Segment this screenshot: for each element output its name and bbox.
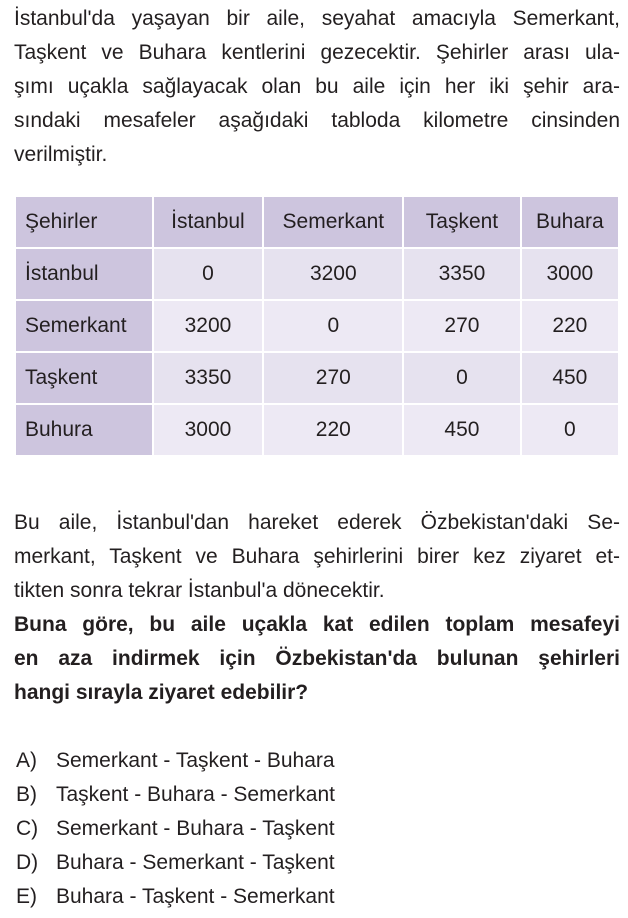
option-e[interactable] [16, 882, 335, 912]
table-row [16, 249, 618, 299]
table-row [16, 405, 618, 455]
distance-cell: 0 [264, 301, 402, 351]
distance-cell: 3350 [154, 353, 263, 403]
distance-cell: 0 [154, 249, 263, 299]
distance-cell: 220 [264, 405, 402, 455]
question-line: hangi sırayla ziyaret edebilir? [14, 681, 309, 704]
context-paragraph [14, 506, 620, 608]
option-text: Buhara - Taşkent - Semerkant [56, 885, 335, 908]
row-city-cell: İstanbul [16, 249, 152, 299]
question-stem [14, 608, 620, 710]
distance-cell: 3200 [264, 249, 402, 299]
distance-cell: 270 [404, 301, 519, 351]
header-cell: İstanbul [154, 197, 263, 247]
row-city-cell: Taşkent [16, 353, 152, 403]
context-line: tikten sonra tekrar İstanbul'a dönecektir. [14, 579, 385, 602]
distance-cell: 0 [522, 405, 618, 455]
option-a[interactable] [16, 746, 335, 776]
option-letter: A) [16, 749, 37, 772]
distance-cell: 0 [404, 353, 519, 403]
option-letter: B) [16, 783, 37, 806]
distance-cell: 450 [404, 405, 519, 455]
distance-cell: 3200 [154, 301, 263, 351]
distance-cell: 270 [264, 353, 402, 403]
option-letter: E) [16, 885, 37, 908]
header-cell: Semerkant [264, 197, 402, 247]
context-line: merkant, Taşkent ve Buhara şehirlerini birer kez ziyaret et- [14, 545, 620, 568]
table-header-row [16, 197, 618, 247]
context-line: Bu aile, İstanbul'dan hareket ederek Özbekistan'daki Se- [14, 511, 620, 534]
row-city-cell: Buhura [16, 405, 152, 455]
intro-line: sındaki mesafeler aşağıdaki tabloda kilometre cinsinden [14, 109, 620, 132]
distance-cell: 3000 [522, 249, 618, 299]
option-c[interactable] [16, 814, 335, 844]
option-b[interactable] [16, 780, 335, 810]
intro-line: İstanbul'da yaşayan bir aile, seyahat amacıyla Semerkant, [14, 7, 620, 30]
intro-line: Taşkent ve Buhara kentlerini gezecektir. Şehirler arası ula- [14, 41, 620, 64]
option-text: Semerkant - Taşkent - Buhara [56, 749, 335, 772]
header-cell: Buhara [522, 197, 618, 247]
option-letter: C) [16, 817, 39, 840]
option-text: Buhara - Semerkant - Taşkent [56, 851, 335, 874]
option-text: Taşkent - Buhara - Semerkant [56, 783, 335, 806]
header-cell: Şehirler [16, 197, 152, 247]
table-row [16, 353, 618, 403]
intro-line: verilmiştir. [14, 143, 108, 166]
question-line: en aza indirmek için Özbekistan'da bulunan şehirleri [14, 647, 620, 670]
distance-cell: 450 [522, 353, 618, 403]
question-line: Buna göre, bu aile uçakla kat edilen toplam mesafeyi [14, 613, 620, 636]
intro-paragraph [14, 2, 620, 172]
distance-cell: 3350 [404, 249, 519, 299]
table-row [16, 301, 618, 351]
header-cell: Taşkent [404, 197, 519, 247]
option-d[interactable] [16, 848, 335, 878]
distance-cell: 3000 [154, 405, 263, 455]
row-city-cell: Semerkant [16, 301, 152, 351]
distance-cell: 220 [522, 301, 618, 351]
option-letter: D) [16, 851, 39, 874]
distance-table [14, 195, 620, 457]
option-text: Semerkant - Buhara - Taşkent [56, 817, 335, 840]
intro-line: şımı uçakla sağlayacak olan bu aile için her iki şehir ara- [14, 75, 620, 98]
